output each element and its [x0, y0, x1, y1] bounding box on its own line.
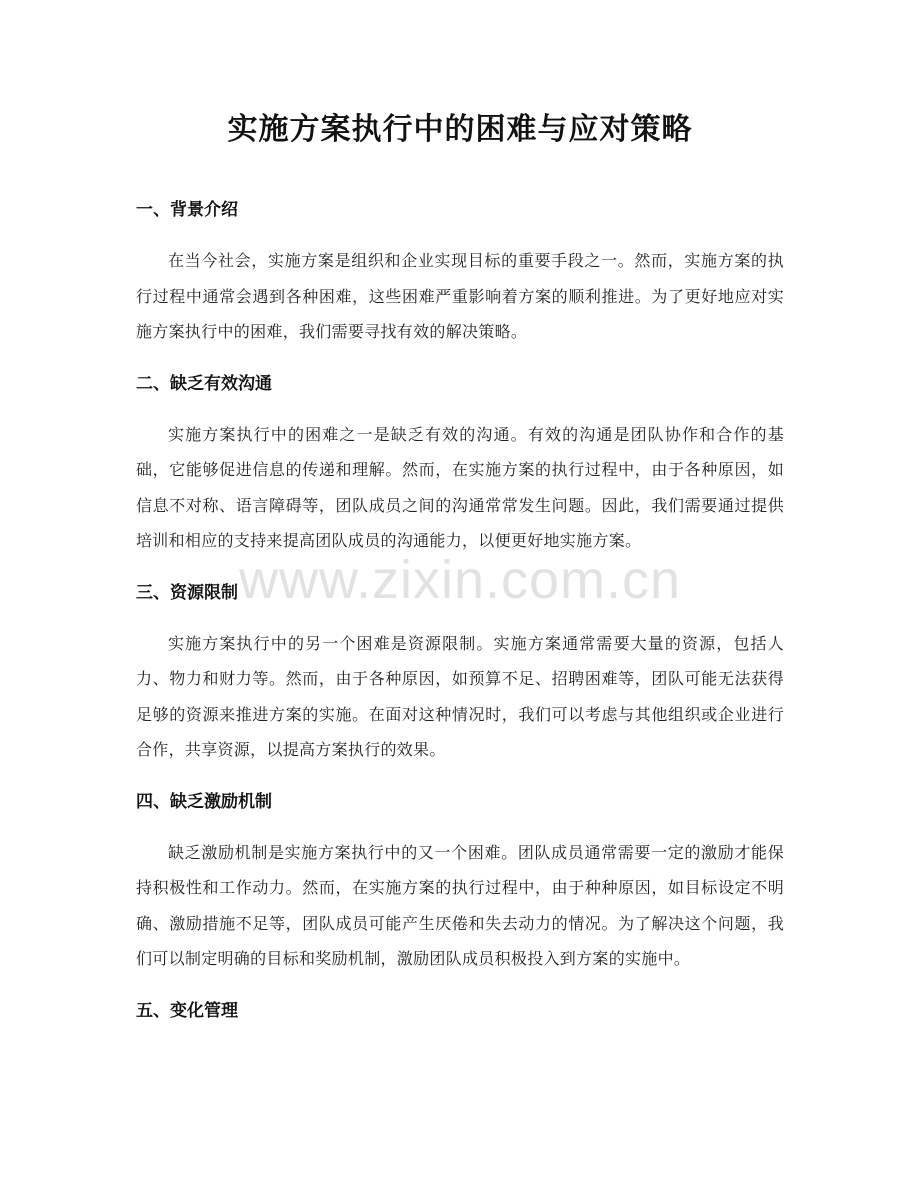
section-resources	[136, 579, 784, 768]
section-heading: 四、缺乏激励机制	[136, 791, 272, 812]
section-change-management	[136, 997, 784, 1025]
section-heading: 三、资源限制	[136, 582, 238, 603]
section-paragraph: 缺乏激励机制是实施方案执行中的又一个困难。团队成员通常需要一定的激励才能保持积极性和工作动力。然而，在实施方案的执行过程中，由于种种原因，如目标设定不明确、激励措施不足等，团队成员可能产生厌倦和失去动力的情况。为了解决这个问题，我们可以制定明确的目标和奖励机制，激励团队成员积极投入到方案的实施中。	[136, 842, 784, 968]
section-paragraph: 实施方案执行中的困难之一是缺乏有效的沟通。有效的沟通是团队协作和合作的基础，它能够促进信息的传递和理解。然而，在实施方案的执行过程中，由于各种原因，如信息不对称、语言障碍等，团队成员之间的沟通常常发生问题。因此，我们需要通过提供培训和相应的支持来提高团队成员的沟通能力，以便更好地实施方案。	[136, 424, 784, 550]
section-communication	[136, 370, 784, 559]
document-title: 实施方案执行中的困难与应对策略	[227, 112, 693, 147]
section-incentives	[136, 788, 784, 977]
section-heading: 五、变化管理	[136, 1000, 238, 1021]
section-paragraph: 在当今社会，实施方案是组织和企业实现目标的重要手段之一。然而，实施方案的执行过程中通常会遇到各种困难，这些困难严重影响着方案的顺利推进。为了更好地应对实施方案执行中的困难，我们需要寻找有效的解决策略。	[136, 251, 784, 341]
section-heading: 一、背景介绍	[136, 200, 238, 220]
section-background	[136, 196, 784, 350]
section-paragraph: 实施方案执行中的另一个困难是资源限制。实施方案通常需要大量的资源，包括人力、物力和财力等。然而，由于各种原因，如预算不足、招聘困难等，团队可能无法获得足够的资源来推进方案的实施。在面对这种情况时，我们可以考虑与其他组织或企业进行合作，共享资源，以提高方案执行的效果。	[136, 633, 784, 759]
section-heading: 二、缺乏有效沟通	[136, 373, 272, 394]
watermark: www.zixin.com.cn	[238, 550, 682, 610]
